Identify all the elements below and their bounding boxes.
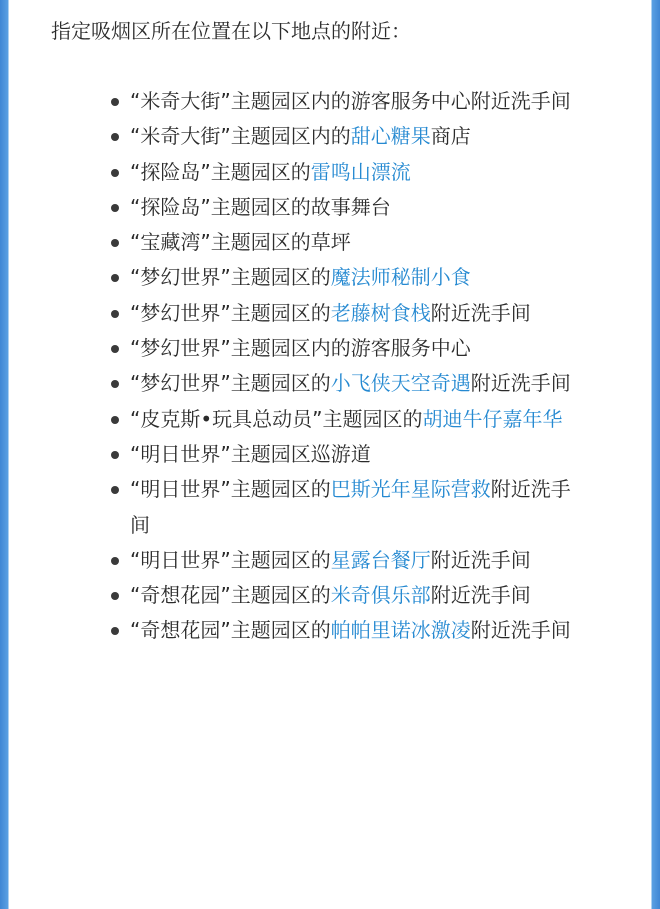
list-item [129,119,589,154]
list-item [129,296,589,331]
content-card [9,0,651,909]
item-text: “探险岛”主题园区的 [130,159,311,184]
intro-text: 指定吸烟区所在位置在以下地点的附近： [51,19,411,43]
attraction-link[interactable]: 胡迪牛仔嘉年华 [422,406,563,431]
list-item [129,84,589,119]
item-text: “米奇大街”主题园区内的 [130,124,351,149]
list-item [129,613,589,648]
item-text: “探险岛”主题园区的故事舞台 [130,194,391,219]
item-text: “梦幻世界”主题园区的 [130,265,331,290]
bullet-icon [111,557,119,565]
list-item [129,225,589,260]
list-item [129,578,589,613]
attraction-link[interactable]: 米奇俱乐部 [330,583,431,608]
bullet-icon [111,98,119,106]
item-text: “宝藏湾”主题园区的草坪 [130,230,351,255]
list-item [129,331,589,366]
attraction-link[interactable]: 魔法师秘制小食 [330,265,471,290]
list-item [129,260,589,295]
item-text-suffix: 附近洗手间 [430,547,531,572]
list-item [129,155,589,190]
item-text: “梦幻世界”主题园区的 [130,371,331,396]
item-text-suffix: 附近洗手间 [470,371,571,396]
bullet-icon [111,345,119,353]
item-text-suffix: 附近洗手间 [470,618,571,643]
item-text-suffix: 附近洗手间 [430,583,531,608]
bullet-icon [111,133,119,141]
bullet-icon [111,416,119,424]
item-text: “皮克斯•玩具总动员”主题园区的 [130,406,423,431]
list-item [129,366,589,401]
bullet-icon [111,627,119,635]
attraction-link[interactable]: 雷鸣山漂流 [310,159,411,184]
bullet-icon [111,169,119,177]
bullet-icon [111,310,119,318]
list-item [129,437,589,472]
bullet-icon [111,451,119,459]
item-text: “明日世界”主题园区的 [130,547,331,572]
item-text: “明日世界”主题园区的 [130,477,331,502]
bullet-icon [111,239,119,247]
smoking-area-list [129,84,589,649]
item-text-suffix: 商店 [430,124,471,149]
item-text-suffix: 附近洗手间 [130,477,571,537]
list-item [129,543,589,578]
attraction-link[interactable]: 甜心糖果 [350,124,431,149]
item-text: “奇想花园”主题园区的 [130,618,331,643]
bullet-icon [111,592,119,600]
list-item [129,402,589,437]
bullet-icon [111,204,119,212]
bullet-icon [111,380,119,388]
item-text: “梦幻世界”主题园区的 [130,300,331,325]
item-text: “梦幻世界”主题园区内的游客服务中心 [130,336,471,361]
bullet-icon [111,486,119,494]
list-item [129,472,589,543]
attraction-link[interactable]: 小飞侠天空奇遇 [330,371,471,396]
bullet-icon [111,274,119,282]
item-text-suffix: 附近洗手间 [430,300,531,325]
attraction-link[interactable]: 星露台餐厅 [330,547,431,572]
item-text: “明日世界”主题园区巡游道 [130,441,371,466]
attraction-link[interactable]: 巴斯光年星际营救 [330,477,491,502]
item-text: “米奇大街”主题园区内的游客服务中心附近洗手间 [130,89,571,113]
list-item [129,190,589,225]
item-text: “奇想花园”主题园区的 [130,583,331,608]
attraction-link[interactable]: 帕帕里诺冰激凌 [330,618,471,643]
attraction-link[interactable]: 老藤树食栈 [330,300,431,325]
